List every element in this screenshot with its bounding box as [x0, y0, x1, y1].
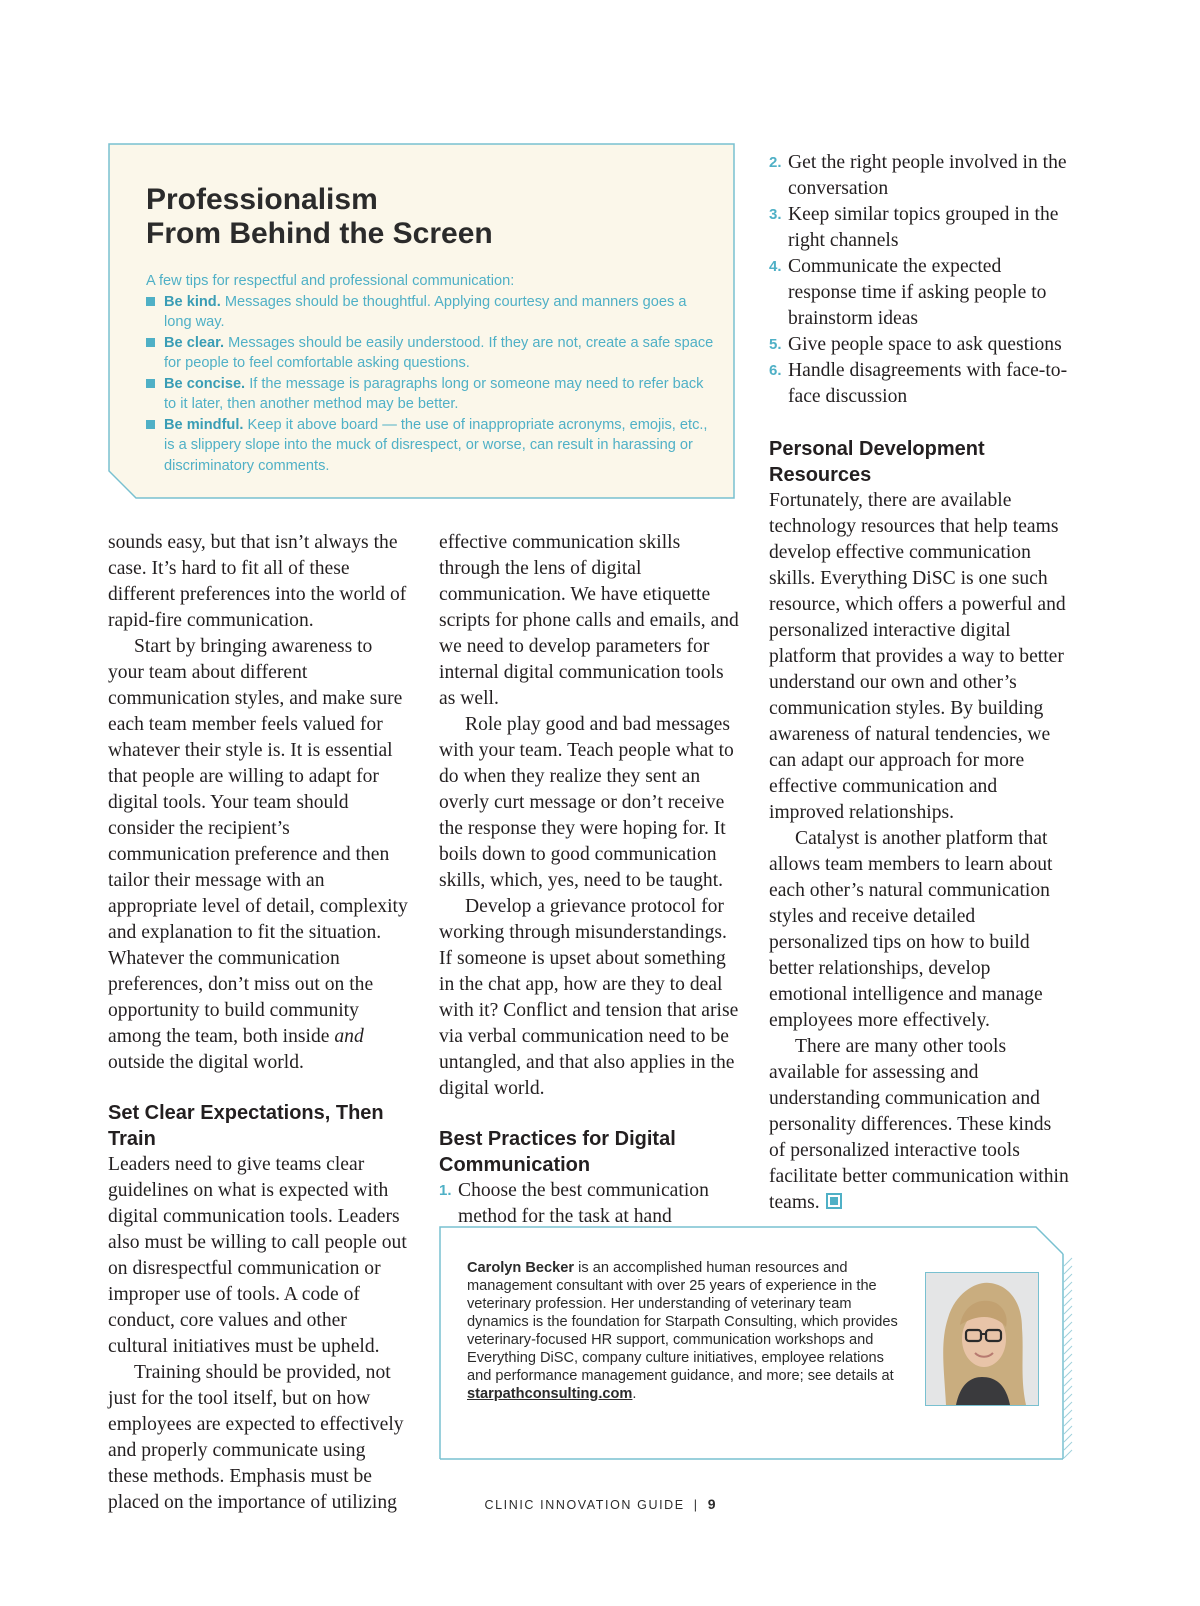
page-footer — [0, 1496, 1200, 1512]
square-bullet-icon — [146, 338, 155, 347]
section-heading: Set Clear Expectations, Then Train — [108, 1102, 384, 1150]
tips-box-title — [146, 183, 716, 251]
tips-title-line1: Professionalism — [146, 183, 378, 216]
bio-text: Carolyn Becker is an accomplished human resources and management consultant with over 25 years of experience in the veterinary profession. Her understanding of veterinary team dynamics is the foundation for Starpath Consulting, which provides veterinary-focused HR support, communication workshops and Everything DiSC, company culture initiatives, employee relations and performance management guidance, and more; see details at starpathconsulting.com. — [467, 1260, 898, 1402]
square-bullet-icon — [146, 379, 155, 388]
list-text: Give people space to ask questions — [788, 334, 1062, 355]
author-name: Carolyn Becker — [467, 1260, 575, 1276]
tip-label: Be clear. — [164, 334, 225, 351]
publication-name: CLINIC INNOVATION GUIDE — [484, 1498, 685, 1512]
author-photo — [925, 1272, 1039, 1406]
paragraph: effective communication skills through the lens of digital communication. We have etiquette scripts for phone calls and emails, and we need to develop parameters for internal digital communication tools as well. — [439, 532, 739, 709]
author-website-link[interactable]: starpathconsulting.com — [467, 1386, 633, 1402]
end-of-article-icon — [826, 1193, 842, 1209]
list-number: 1. — [439, 1182, 452, 1199]
paragraph: Fortunately, there are available technology resources that help teams develop effective communication skills. Everything DiSC is one such resource, which offers a powerful and personalized interactive digital platform that provides a way to better understand our own and other’s communication styles. By building awareness of natural tendencies, we can adapt our approach for more effective communication and improved relationships. — [769, 490, 1066, 823]
square-bullet-icon — [146, 420, 155, 429]
list-text: Keep similar topics grouped in the right channels — [788, 204, 1059, 251]
list-number: 3. — [769, 206, 782, 223]
list-text: Choose the best communication method for the task at hand — [458, 1180, 709, 1227]
column-3 — [769, 150, 1069, 1216]
paragraph: sounds easy, but that isn’t always the case. It’s hard to fit all of these different preferences into the world of rapid-fire communication. — [108, 532, 407, 631]
list-item — [769, 150, 1069, 202]
list-item — [769, 254, 1069, 332]
paragraph: Training should be provided, not just for the tool itself, but on how employees are expected to effectively and properly communicate using these methods. Emphasis must be placed on the importance of utilizing — [108, 1362, 404, 1513]
paragraph: Role play good and bad messages with your team. Teach people what to do when they realize they sent an overly curt message or don’t receive the response they were hoping for. It boils down to good communication skills, which, yes, need to be taught. — [439, 714, 734, 891]
column-1 — [108, 530, 408, 1516]
tips-title-line2: From Behind the Screen — [146, 217, 493, 250]
tip-text: Messages should be easily understood. If they are not, create a safe space for people to feel comfortable asking questions. — [164, 334, 714, 371]
square-bullet-icon — [146, 297, 155, 306]
list-number: 2. — [769, 154, 782, 171]
tip-text: If the message is paragraphs long or someone may need to refer back to it later, then another method may be better. — [164, 375, 704, 412]
paragraph: Start by bringing awareness to your team about different communication styles, and make sure each team member feels valued for whatever their style is. It is essential that people are willing to adapt for digital tools. Your team should consider the recipient’s communication preference and then tailor their message with an appropriate level of detail, complexity and explanation to fit the situation. Whatever the communication preferences, don’t miss out on the opportunity to build community among the team, both inside and outside the digital world. — [108, 636, 408, 1073]
list-item — [769, 332, 1069, 358]
section-heading: Personal Development Resources — [769, 438, 985, 486]
list-number: 4. — [769, 258, 782, 275]
list-item — [769, 358, 1069, 410]
paragraph: Catalyst is another platform that allows team members to learn about each other’s natural communication styles and receive detailed personalized tips on how to build better relationships, develop emotional intelligence and manage employees more effectively. — [769, 828, 1053, 1031]
column-2 — [439, 530, 739, 1230]
list-number: 5. — [769, 336, 782, 353]
list-number: 6. — [769, 362, 782, 379]
tip-label: Be mindful. — [164, 416, 244, 433]
tip-item — [146, 292, 716, 333]
author-bio-box — [439, 1226, 1075, 1462]
tips-list — [146, 292, 716, 477]
footer-separator: | — [693, 1498, 699, 1512]
list-item — [439, 1178, 739, 1230]
section-heading: Best Practices for Digital Communication — [439, 1128, 676, 1176]
tip-item — [146, 415, 716, 477]
list-text: Communicate the expected response time if asking people to brainstorm ideas — [788, 256, 1047, 329]
list-text: Get the right people involved in the conversation — [788, 152, 1067, 199]
tip-item — [146, 333, 716, 374]
best-practices-list — [439, 1178, 739, 1230]
paragraph: There are many other tools available for assessing and understanding communication and personality differences. These kinds of personalized interactive tools facilitate better communication within teams. — [769, 1036, 1069, 1213]
best-practices-list-continued — [769, 150, 1069, 410]
tip-item — [146, 374, 716, 415]
tip-text: Keep it above board — the use of inappropriate acronyms, emojis, etc., is a slippery slope into the muck of disrespect, or worse, can result in harassing or discriminatory comments. — [164, 416, 708, 474]
tip-label: Be concise. — [164, 375, 246, 392]
author-portrait-image — [926, 1273, 1038, 1405]
list-item — [769, 202, 1069, 254]
list-text: Handle disagreements with face-to-face discussion — [788, 360, 1068, 407]
tip-text: Messages should be thoughtful. Applying courtesy and manners goes a long way. — [164, 293, 687, 330]
tips-intro: A few tips for respectful and professional communication: — [146, 273, 515, 289]
page-number: 9 — [707, 1496, 716, 1512]
tip-label: Be kind. — [164, 293, 221, 310]
paragraph: Develop a grievance protocol for working through misunderstandings. If someone is upset about something in the chat app, how are they to deal with it? Conflict and tension that arise via verbal communication need to be untangled, and that also applies in the digital world. — [439, 896, 739, 1099]
paragraph: Leaders need to give teams clear guidelines on what is expected with digital communication tools. Leaders also must be willing to call people out on disrespectful communication or improper use of tools. A code of conduct, core values and other cultural initiatives must be upheld. — [108, 1154, 407, 1357]
tips-box — [108, 143, 735, 499]
